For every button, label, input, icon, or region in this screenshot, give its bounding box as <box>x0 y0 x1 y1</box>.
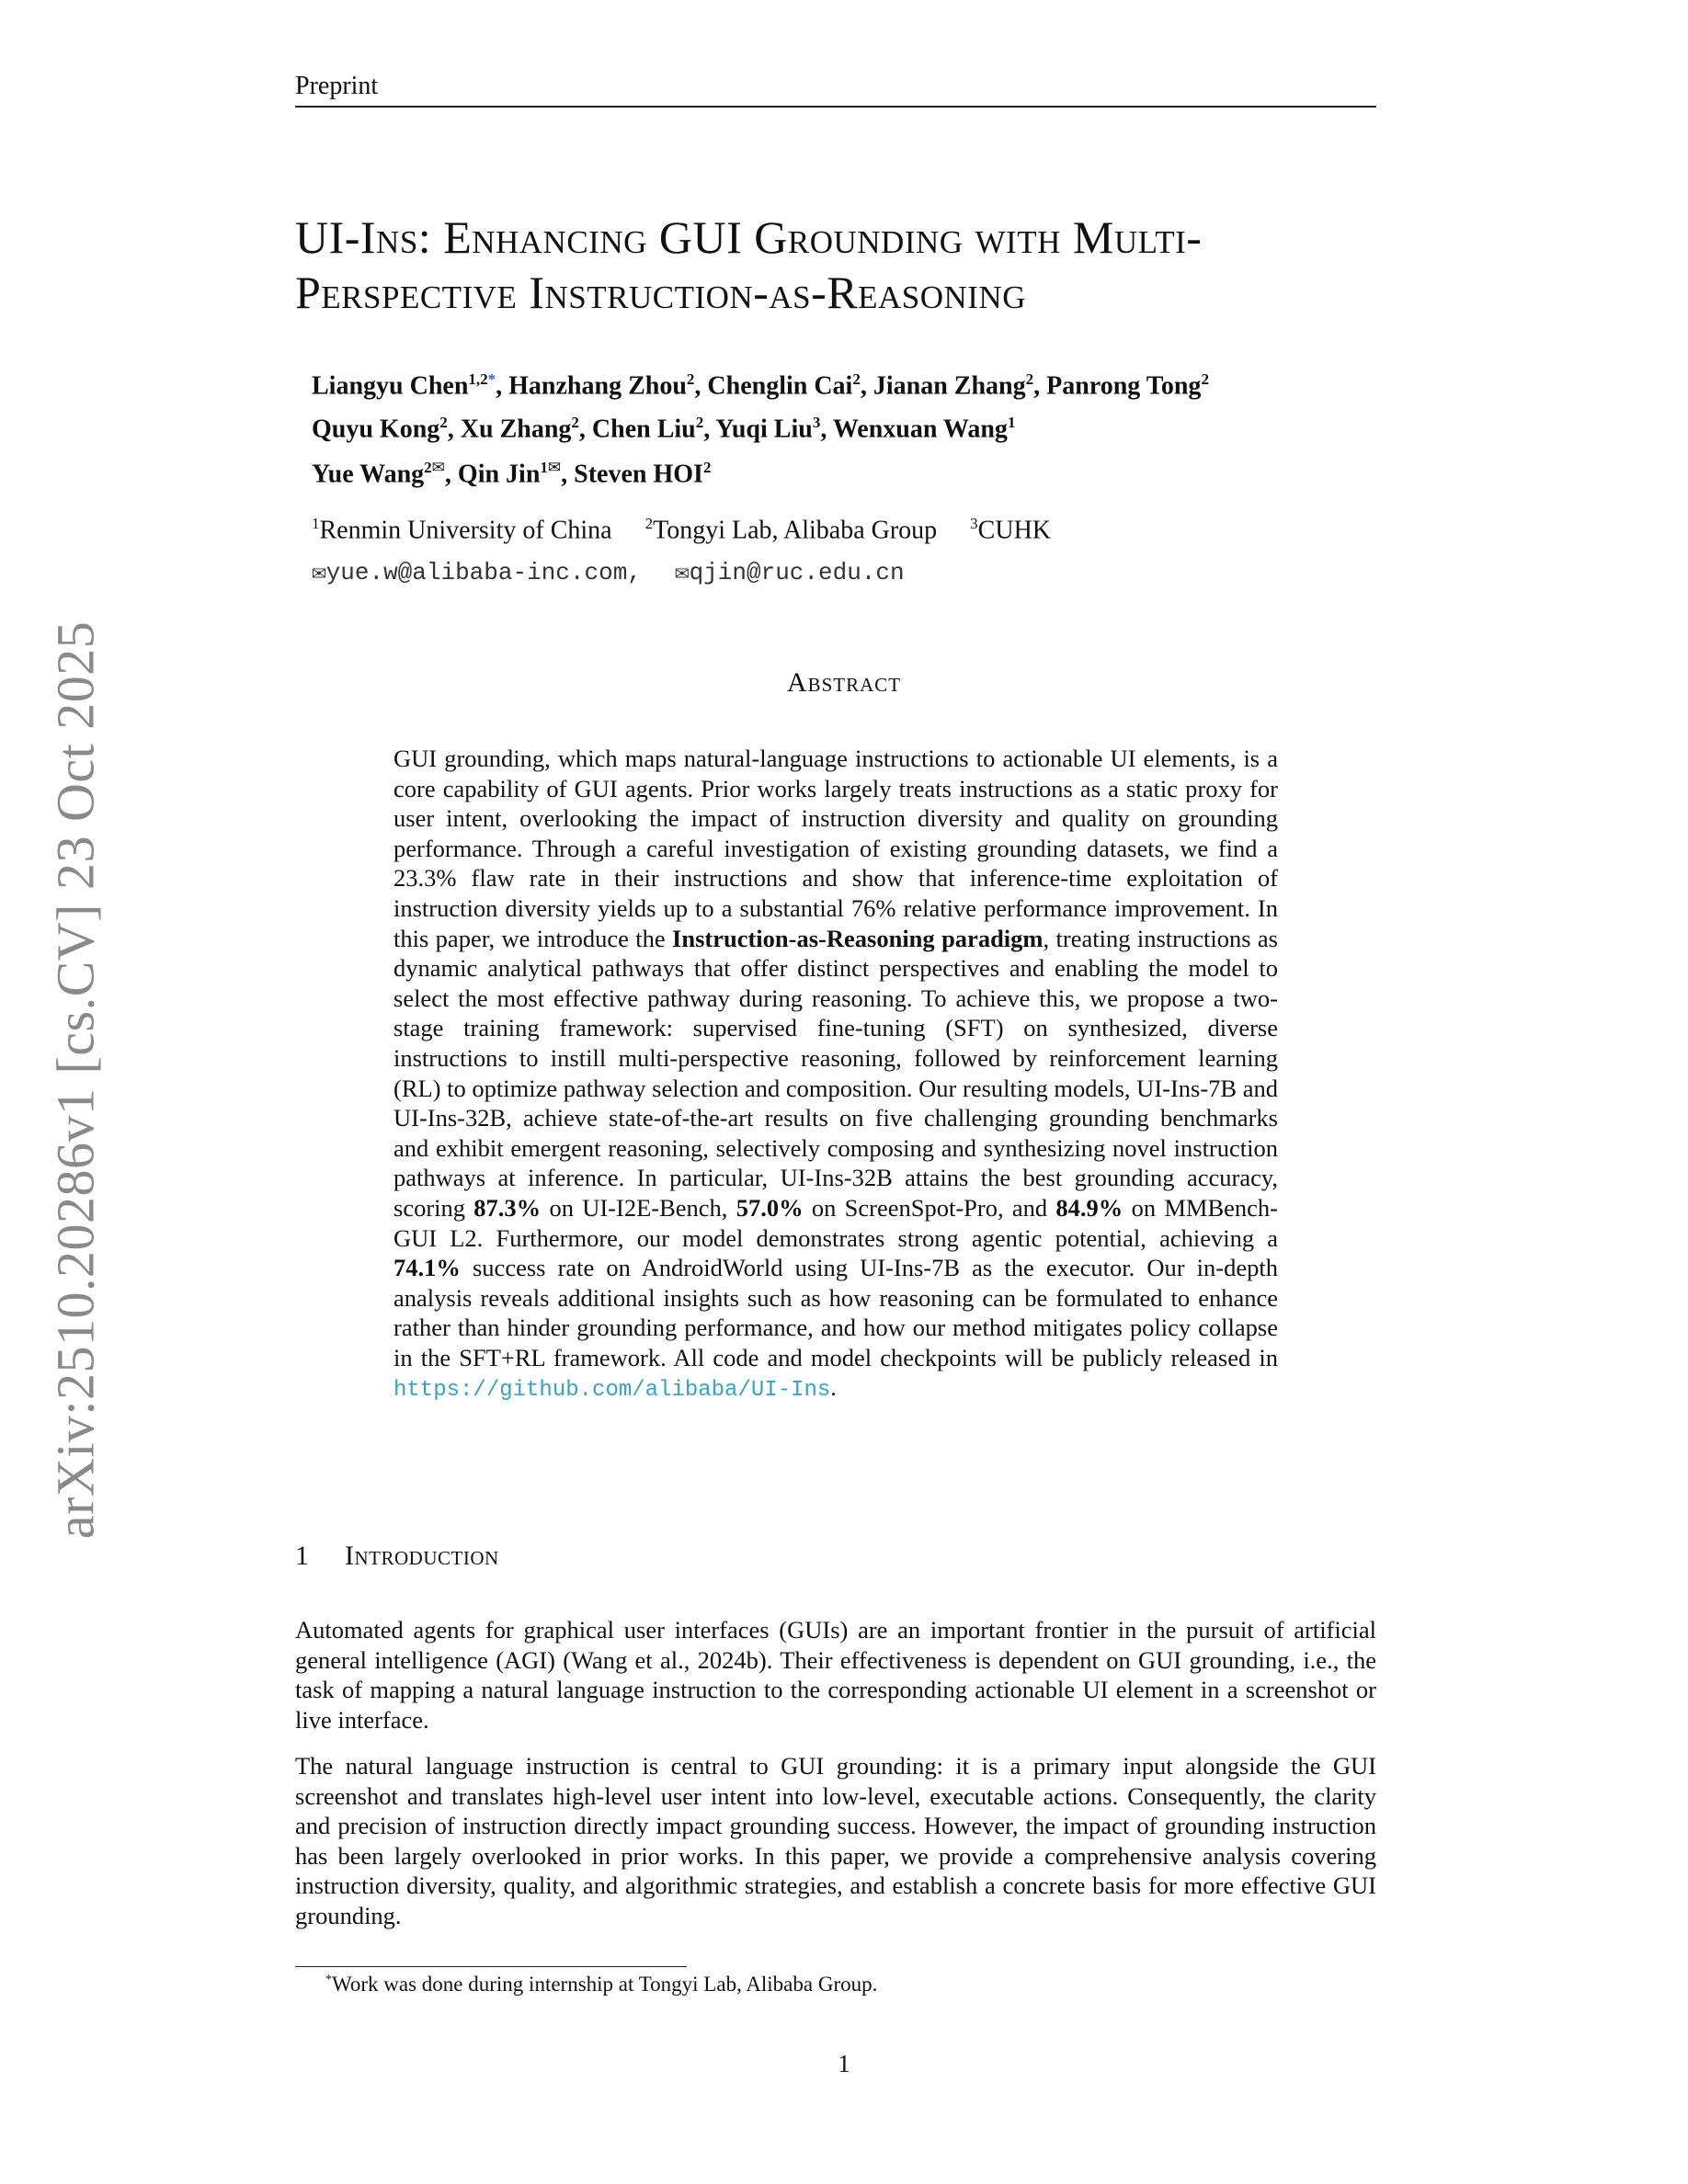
emails <box>312 558 905 586</box>
author-name: Hanzhang Zhou <box>508 371 687 401</box>
author-affiliation-sup: 2 <box>571 414 579 431</box>
affiliations <box>312 515 1051 545</box>
page-number: 1 <box>838 2050 850 2077</box>
affiliation-sup: 3 <box>970 515 978 532</box>
author-line-3: Yue Wang$^{2✉}$, Qin Jin$^{1✉}$, Steven HOI$^2$ <box>312 459 712 489</box>
bold-text: Instruction-as-Reasoning paradigm <box>672 924 1044 952</box>
author-name: Liangyu Chen <box>312 371 469 401</box>
author-affiliation-sup: 2 <box>1025 370 1034 388</box>
affiliation-name: Renmin University of China <box>319 516 612 545</box>
abstract-text: success rate on AndroidWorld using UI-Ins-7B as the executor. Our in-depth analysis reveals additional insights such as how reasoning can be formulated to enhance rather than hinder grounding performance, and how our method mitigates policy collapse in the SFT+RL framework. All code and model checkpoints will be publicly released in <box>393 1254 1278 1371</box>
footnote-mark: * <box>487 370 496 388</box>
bold-text: 74.1% <box>393 1254 461 1282</box>
author-affiliation-sup: 2 <box>439 414 448 431</box>
author-name: Chen Liu <box>591 415 696 444</box>
author-affiliation-sup: 2 <box>424 459 432 476</box>
running-head: Preprint <box>295 72 379 100</box>
author-affiliation-sup: 2 <box>702 459 712 476</box>
author-line-2: Quyu Kong$^2$, Xu Zhang$^2$, Chen Liu$^2$, Yuqi Liu$^3$, Wenxuan Wang$^1$ <box>312 414 1016 444</box>
paper-title <box>295 210 1398 320</box>
email-link[interactable]: yue.w@alibaba-inc.com, <box>325 559 642 586</box>
abstract-text: on UI-I2E-Bench, <box>541 1193 736 1222</box>
author-name: Qin Jin <box>457 460 541 489</box>
intro-paragraph-1: Automated agents for graphical user interfaces (GUIs) are an important frontier in the pursuit of artificial general intelligence (AGI) (Wang et al., 2024b). Their effectiveness is dependent on GUI grounding, i.e., the task of mapping a natural language instruction to the corresponding actionable UI element in a screenshot or live interface. <box>295 1616 1376 1734</box>
abstract-text: on MMBench-GUI L2. Furthermore, our model demonstrates strong agentic potential, achieving a <box>393 1193 1278 1252</box>
affiliation-sup: 1 <box>312 515 320 532</box>
bold-text: 87.3% <box>473 1193 542 1222</box>
author-name: Quyu Kong <box>312 415 440 444</box>
abstract-text: on ScreenSpot-Pro, and <box>803 1193 1056 1222</box>
header-rule <box>295 106 1376 108</box>
footnote-text: Work was done during internship at Tongyi Lab, Alibaba Group. <box>332 1973 878 1996</box>
abstract-text: GUI grounding, which maps natural-language instructions to actionable UI elements, is a core capability of GUI agents. Prior works largely treats instructions as a static proxy for user intent, overlooking the impact of instruction diversity and quality on grounding performance. Through a careful investigation of existing grounding datasets, we find a 23.3% flaw rate in their instructions and show that inference-time exploitation of instruction diversity yields up to a substantial 76% relative performance improvement. In this paper, we introduce the <box>393 745 1278 952</box>
arxiv-stamp: arXiv:2510.20286v1 [cs.CV] 23 Oct 2025 <box>45 620 106 1540</box>
author-affiliation-sup: 2 <box>852 370 861 388</box>
author-affiliation-sup: 3 <box>812 414 821 431</box>
github-link[interactable]: https://github.com/alibaba/UI-Ins <box>393 1378 831 1404</box>
affiliation-name: CUHK <box>977 516 1052 545</box>
footnote-mark: * <box>325 1973 332 1987</box>
footnote <box>325 1973 877 1996</box>
author-name: Yue Wang <box>312 460 425 489</box>
bold-text: 57.0% <box>736 1193 804 1222</box>
author-name: Wenxuan Wang <box>832 415 1008 444</box>
affiliation-name: Tongyi Lab, Alibaba Group <box>653 516 938 545</box>
envelope-icon: ✉ <box>674 559 690 586</box>
author-affiliation-sup: 1,2 <box>468 370 488 388</box>
author-affiliation-sup: 2 <box>1201 370 1209 388</box>
abstract-text: , treating instructions as dynamic analytical pathways that offer distinct perspectives and enabling the model to select the most effective pathway during reasoning. To achieve this, we propose a two-stage training framework: supervised fine-tuning (SFT) on synthesized, diverse instructions to instill multi-perspective reasoning, followed by reinforcement learning (RL) to optimize pathway selection and composition. Our resulting models, UI-Ins-7B and UI-Ins-32B, achieve state-of-the-art results on five challenging grounding benchmarks and exhibit emergent reasoning, selectively composing and synthesizing novel instruction pathways at inference. In particular, UI-Ins-32B attains the best grounding accuracy, scoring <box>393 924 1278 1222</box>
author-affiliation-sup: 2 <box>686 370 695 388</box>
author-name: Yuqi Liu <box>715 415 813 444</box>
section-number: 1 <box>295 1541 310 1571</box>
abstract-text: . <box>830 1373 837 1402</box>
title-line-2: Perspective Instruction-as-Reasoning <box>295 267 1026 318</box>
author-affiliation-sup: 2 <box>695 414 704 431</box>
affiliation-sup: 2 <box>644 515 654 532</box>
section-title: Introduction <box>345 1541 499 1571</box>
abstract-heading: Abstract <box>786 667 902 698</box>
footnote-rule <box>295 1966 687 1967</box>
intro-paragraph-2: The natural language instruction is central to GUI grounding: it is a primary input alongside the GUI screenshot and translates high-level user intent into low-level, executable actions. Consequently, the clarity and precision of instruction directly impact grounding success. However, the impact of grounding instruction has been largely overlooked in prior works. In this paper, we provide a comprehensive analysis covering instruction diversity, quality, and algorithmic strategies, and establish a concrete basis for more effective GUI grounding. <box>295 1752 1376 1929</box>
email-link[interactable]: qjin@ruc.edu.cn <box>689 559 905 586</box>
author-name: Jianan Zhang <box>873 371 1026 401</box>
author-line-1: Liangyu Chen$^{1,2*}$, Hanzhang Zhou$^2$, Chenglin Cai$^2$, Jianan Zhang$^2$, Panrong Tong$^2$ <box>312 370 1209 401</box>
abstract-body <box>393 744 1278 1406</box>
title-line-1: UI-Ins: Enhancing GUI Grounding with Multi- <box>295 211 1203 263</box>
envelope-icon: ✉ <box>431 459 445 476</box>
author-name: Panrong Tong <box>1046 371 1202 401</box>
author-affiliation-sup: 1 <box>540 459 548 476</box>
envelope-icon: ✉ <box>547 459 562 476</box>
author-name: Steven HOI <box>574 460 703 489</box>
envelope-icon: ✉ <box>312 559 326 586</box>
author-affiliation-sup: 1 <box>1007 414 1016 431</box>
author-name: Xu Zhang <box>460 415 572 444</box>
section-heading-introduction <box>295 1541 499 1572</box>
author-name: Chenglin Cai <box>707 371 853 401</box>
bold-text: 84.9% <box>1055 1193 1123 1222</box>
